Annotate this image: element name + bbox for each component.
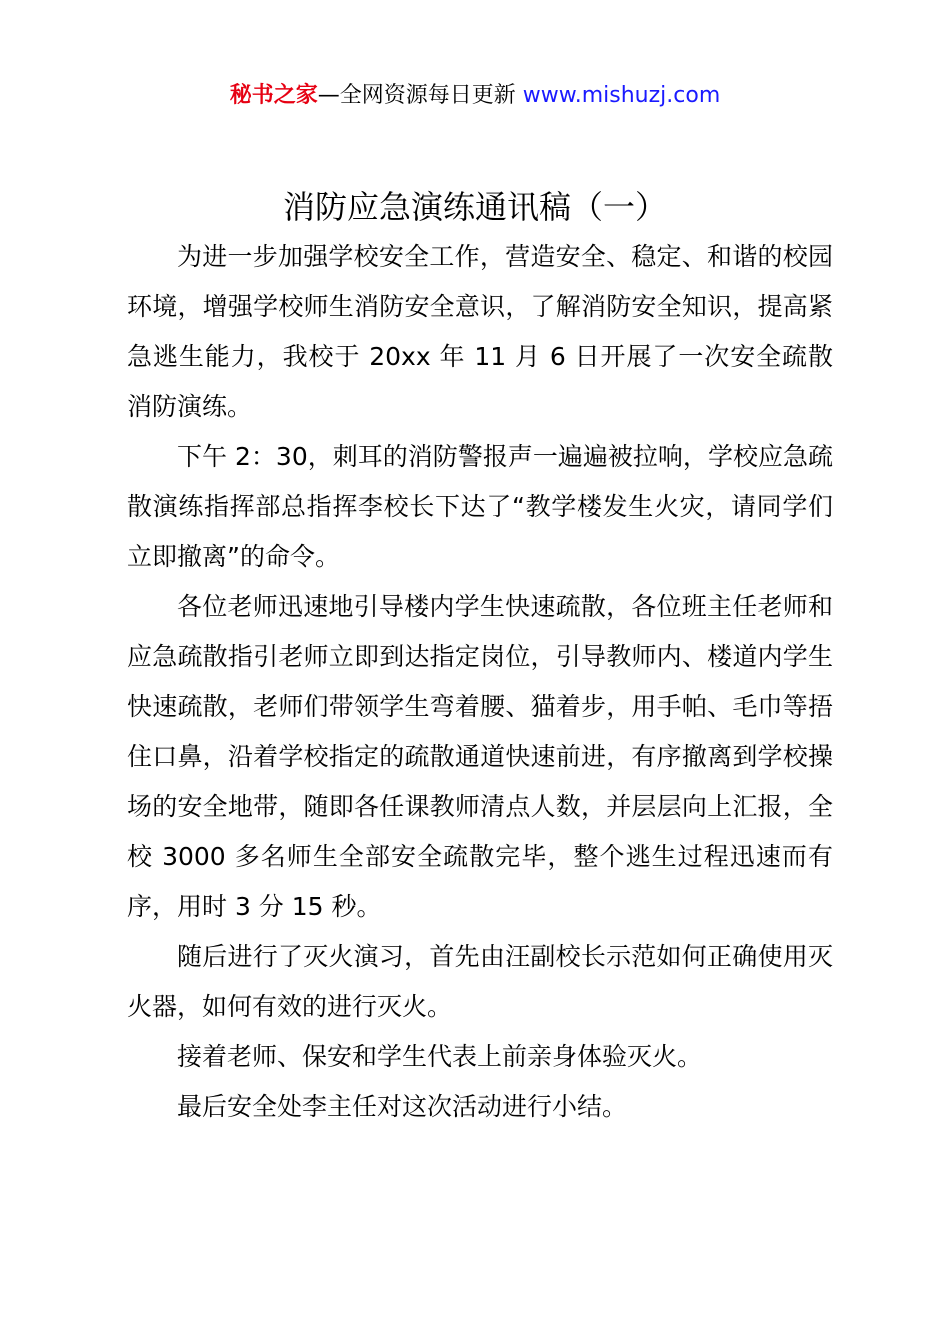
site-header xyxy=(0,80,950,112)
paragraph: 下午 2：30，刺耳的消防警报声一遍遍被拉响，学校应急疏散演练指挥部总指挥李校长下达了“教学楼发生火灾，请同学们立即撤离”的命令。 xyxy=(127,442,833,571)
paragraph: 接着老师、保安和学生代表上前亲身体验灭火。 xyxy=(177,1042,703,1071)
paragraph: 为进一步加强学校安全工作，营造安全、稳定、和谐的校园环境，增强学校师生消防安全意识，了解消防安全知识，提高紧急逃生能力，我校于 20xx 年 11 月 6 日开展了一次安全疏散消防演练。 xyxy=(127,242,833,421)
paragraph: 各位老师迅速地引导楼内学生快速疏散，各位班主任老师和应急疏散指引老师立即到达指定岗位，引导教师内、楼道内学生快速疏散，老师们带领学生弯着腰、猫着步，用手帕、毛巾等捂住口鼻，沿着学校指定的疏散通道快速前进，有序撤离到学校操场的安全地带，随即各任课教师清点人数，并层层向上汇报，全校 3000 多名师生全部安全疏散完毕，整个逃生过程迅速而有序，用时 3 分 15 秒。 xyxy=(127,592,833,921)
site-tagline: —全网资源每日更新 xyxy=(317,83,523,108)
document-title: 消防应急演练通讯稿（一） xyxy=(282,188,667,226)
paragraph: 随后进行了灭火演习，首先由汪副校长示范如何正确使用灭火器，如何有效的进行灭火。 xyxy=(127,942,833,1021)
site-url-link[interactable]: www.mishuzj.com xyxy=(522,83,721,108)
document-body xyxy=(127,232,833,1132)
site-brand: 秘书之家 xyxy=(229,83,318,108)
paragraph: 最后安全处李主任对这次活动进行小结。 xyxy=(177,1092,628,1121)
